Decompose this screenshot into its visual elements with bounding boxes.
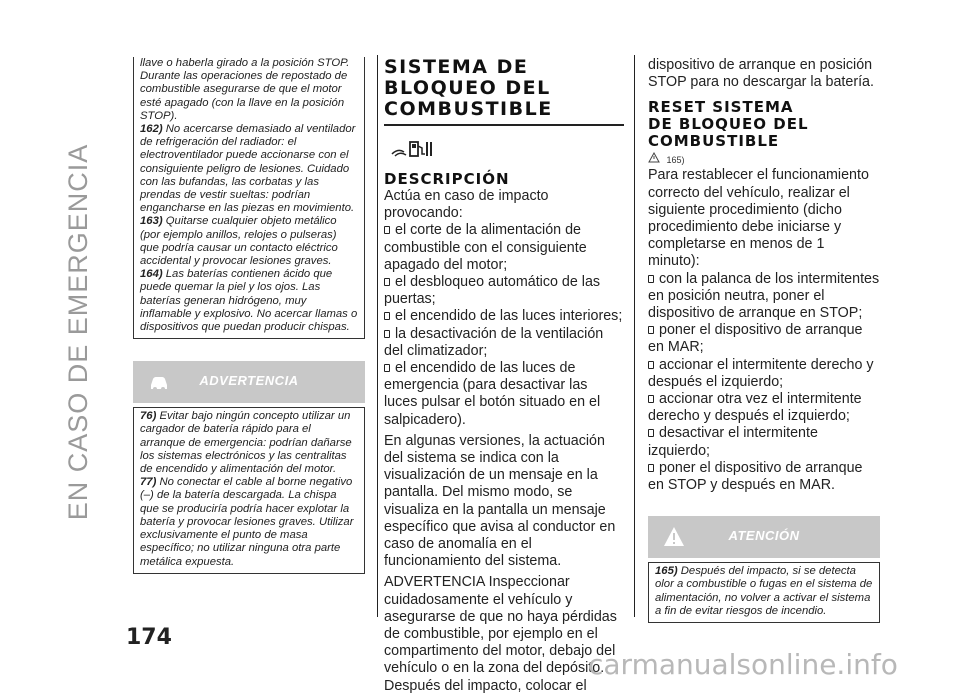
title-rule <box>384 124 624 126</box>
paragraph: ADVERTENCIA Inspeccionar cuidadosamente el vehículo y asegurarse de que no haya pérdidas de combustible, por ejemplo en el compartimento del motor, debajo del vehículo o en la zona del depósito. Después del impacto, colocar el <box>384 574 617 694</box>
paragraph: dispositivo de arranque en posición STOP para no descargar la batería. <box>648 57 874 91</box>
list-item: el desbloqueo automático de las puertas; <box>384 274 601 308</box>
attention-item: 165) Después del impacto, si se detecta olor a combustible o fugas en el sistema de alimentación, no volver a activar el sistema a fin de evitar riesgos de incendio. <box>655 565 873 617</box>
danger-text: llave o haberla girado a la posición STOP. Durante las operaciones de repostado de combustible asegurarse de que el motor esté apagado (con la llave en la posición STOP). <box>140 57 350 122</box>
list-item: el encendido de las luces interiores; <box>384 308 624 325</box>
column-left <box>133 57 365 574</box>
list-item: el encendido de las luces de emergencia (para desactivar las luces pulsar el botón situado en el salpicadero). <box>384 360 601 428</box>
list-item: desactivar el intermitente izquierdo; <box>648 425 818 459</box>
warning-box <box>133 407 365 573</box>
warning-item: 76) Evitar bajo ningún concepto utilizar un cargador de batería rápido para el arranque de emergencia: podrían dañarse los sistemas electrónicos y las centralitas de encendido y alimentación del motor. <box>140 410 352 476</box>
warning-label: ADVERTENCIA <box>199 373 299 389</box>
danger-item: 162) No acercarse demasiado al ventilador de refrigeración del radiador: el electroventilador puede accionarse con el consiguiente peligro de lesiones. Cuidado con las bufandas, las corbatas y las prendas de vestir sueltas: podrían engancharse en las piezas en movimiento. <box>140 123 356 215</box>
list-item: con la palanca de los intermitentes en posición neutra, poner el dispositivo de arranque en STOP; <box>648 270 880 322</box>
intro-text: Actúa en caso de impacto provocando: <box>384 188 549 222</box>
list-item: la desactivación de la ventilación del climatizador; <box>384 325 604 359</box>
checkbox-bullet-icon <box>384 312 390 320</box>
attention-label: ATENCIÓN <box>728 528 800 544</box>
danger-box <box>133 57 365 339</box>
danger-item: 164) Las baterías contienen ácido que puede quemar la piel y los ojos. Las baterías generan hidrógeno, muy inflamable y explosivo. No acercar llamas o dispositivos que puedan producir chispas. <box>140 268 358 334</box>
checkbox-bullet-icon <box>384 278 390 286</box>
checkbox-bullet-icon <box>384 330 390 338</box>
section-title: SISTEMA DE BLOQUEO DEL COMBUSTIBLE <box>384 56 553 120</box>
list-item: accionar el intermitente derecho y después el izquierdo; <box>648 356 874 390</box>
list-item: accionar otra vez el intermitente derecho y después el izquierdo; <box>648 391 862 425</box>
warning-banner <box>133 361 365 403</box>
page-number: 174 <box>126 625 172 650</box>
checkbox-bullet-icon <box>648 395 654 403</box>
checkbox-bullet-icon <box>384 226 390 234</box>
checkbox-bullet-icon <box>384 364 390 372</box>
list-item: poner el dispositivo de arranque en STOP y después en MAR. <box>648 459 863 494</box>
column-divider <box>634 55 635 617</box>
attention-banner <box>648 516 880 558</box>
column-middle <box>384 57 624 695</box>
checkbox-bullet-icon <box>648 464 654 472</box>
column-right <box>648 57 880 623</box>
checkbox-bullet-icon <box>648 275 654 283</box>
watermark: carmanualsonline.info <box>588 648 898 681</box>
paragraph: En algunas versiones, la actuación del sistema se indica con la visualización de un mensaje en la pantalla. Del mismo modo, se visualiza en la pantalla un mensaje específico que avisa al conductor en caso de anomalía en el funcionamiento del sistema. <box>384 432 616 570</box>
intro-text: Para restablecer el funcionamiento correcto del vehículo, realizar el siguiente procedimiento (dicho procedimiento debe iniciarse y completarse en menos de 1 minuto): <box>648 167 869 270</box>
attention-box <box>648 562 880 623</box>
sub-heading: DESCRIPCIÓN <box>384 170 510 188</box>
warning-triangle-icon <box>648 152 660 163</box>
checkbox-bullet-icon <box>648 326 654 334</box>
reference: 165) <box>648 152 880 165</box>
checkbox-bullet-icon <box>648 361 654 369</box>
column-divider <box>377 55 378 617</box>
section-side-title: EN CASO DE EMERGENCIA <box>63 143 93 521</box>
list-item: poner el dispositivo de arranque en MAR; <box>648 322 863 356</box>
section-title: RESET SISTEMA DE BLOQUEO DEL COMBUSTIBLE <box>648 98 809 151</box>
list-item: el corte de la alimentación de combustible con el consiguiente apagado del motor; <box>384 222 587 273</box>
warning-item: 77) No conectar el cable al borne negativo (–) de la batería descargada. La chispa que se produciría podría hacer explotar la batería y provocar lesiones graves. Utilizar exclusivamente el punto de masa específico; no utilizar ninguna otra parte metálica expuesta. <box>140 476 354 568</box>
fuel-cutoff-icon <box>390 138 434 160</box>
checkbox-bullet-icon <box>648 429 654 437</box>
danger-item: 163) Quitarse cualquier objeto metálico (por ejemplo anillos, relojes o pulseras) que podría causar un contacto eléctrico accidental y provocar lesiones graves. <box>140 215 338 268</box>
